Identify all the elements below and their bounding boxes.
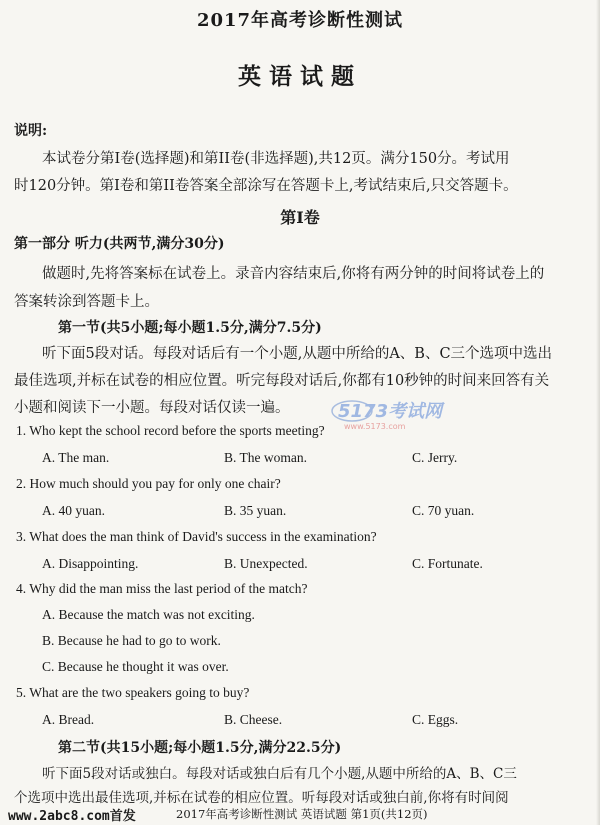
question-2-stem: 2. How much should you pay for only one chair? xyxy=(16,476,281,491)
question-5-option-b: B. Cheese. xyxy=(224,712,283,727)
watermark-brand: 5173考试网 xyxy=(338,401,443,422)
question-4-option-c: C. Because he thought it was over. xyxy=(42,659,229,674)
question-2-option-c: C. 70 yuan. xyxy=(412,503,475,518)
question-5-option-a: A. Bread. xyxy=(42,712,95,727)
section2-line-2: 个选项中选出最佳选项,并标在试卷的相应位置。听每段对话或独白前,你将有时间阅 xyxy=(14,790,509,806)
question-1-option-a: A. The man. xyxy=(42,450,110,465)
question-1-option-b: B. The woman. xyxy=(224,450,307,465)
question-1-option-c: C. Jerry. xyxy=(412,450,458,465)
instructions-line-1: 本试卷分第I卷(选择题)和第II卷(非选择题),共12页。满分150分。考试用 xyxy=(42,151,510,167)
footer-site: www.2abc8.com首发 xyxy=(8,809,136,824)
question-5-stem: 5. What are the two speakers going to buy? xyxy=(16,685,250,700)
section1-line-3: 小题和阅读下一小题。每段对话仅读一遍。 xyxy=(14,400,290,416)
watermark-url: www.5173.com xyxy=(344,422,406,431)
watermark xyxy=(330,395,450,435)
question-4-option-b: B. Because he had to go to work. xyxy=(42,633,221,648)
section1-heading: 第一节(共5小题;每小题1.5分,满分7.5分) xyxy=(58,320,322,336)
question-3-option-a: A. Disappointing. xyxy=(42,556,139,571)
question-4-stem: 4. Why did the man miss the last period of the match? xyxy=(16,581,308,596)
part1-heading: 第一部分 听力(共两节,满分30分) xyxy=(14,236,225,252)
footer-page-info: 2017年高考诊断性测试 英语试题 第1页(共12页) xyxy=(176,807,428,821)
exam-title: 2017年高考诊断性测试 xyxy=(196,10,404,31)
section2-heading: 第二节(共15小题;每小题1.5分,满分22.5分) xyxy=(58,740,342,756)
page-footer xyxy=(0,800,600,825)
subject-title: 英语试题 xyxy=(238,63,362,90)
instructions-line-2: 时120分钟。第I卷和第II卷答案全部涂写在答题卡上,考试结束后,只交答题卡。 xyxy=(14,178,518,194)
part1-line-2: 答案转涂到答题卡上。 xyxy=(14,294,159,310)
question-2-option-b: B. 35 yuan. xyxy=(224,503,287,518)
question-5-option-c: C. Eggs. xyxy=(412,712,459,727)
question-2-option-a: A. 40 yuan. xyxy=(42,503,105,518)
volume-title: 第I卷 xyxy=(280,208,320,227)
question-4-option-a: A. Because the match was not exciting. xyxy=(42,607,255,622)
question-3-stem: 3. What does the man think of David's success in the examination? xyxy=(16,529,377,544)
instructions-label: 说明: xyxy=(14,123,48,139)
section2-line-1: 听下面5段对话或独白。每段对话或独白后有几个小题,从题中所给的A、B、C三 xyxy=(42,766,517,782)
section1-line-1: 听下面5段对话。每段对话后有一个小题,从题中所给的A、B、C三个选项中选出 xyxy=(42,346,553,362)
section1-line-2: 最佳选项,并标在试卷的相应位置。听完每段对话后,你都有10秒钟的时间来回答有关 xyxy=(14,373,550,389)
scan-edge xyxy=(596,0,600,825)
question-3-option-c: C. Fortunate. xyxy=(412,556,483,571)
question-3-option-b: B. Unexpected. xyxy=(224,556,308,571)
part1-line-1: 做题时,先将答案标在试卷上。录音内容结束后,你将有两分钟的时间将试卷上的 xyxy=(42,266,545,282)
question-1-stem: 1. Who kept the school record before the sports meeting? xyxy=(16,423,325,438)
